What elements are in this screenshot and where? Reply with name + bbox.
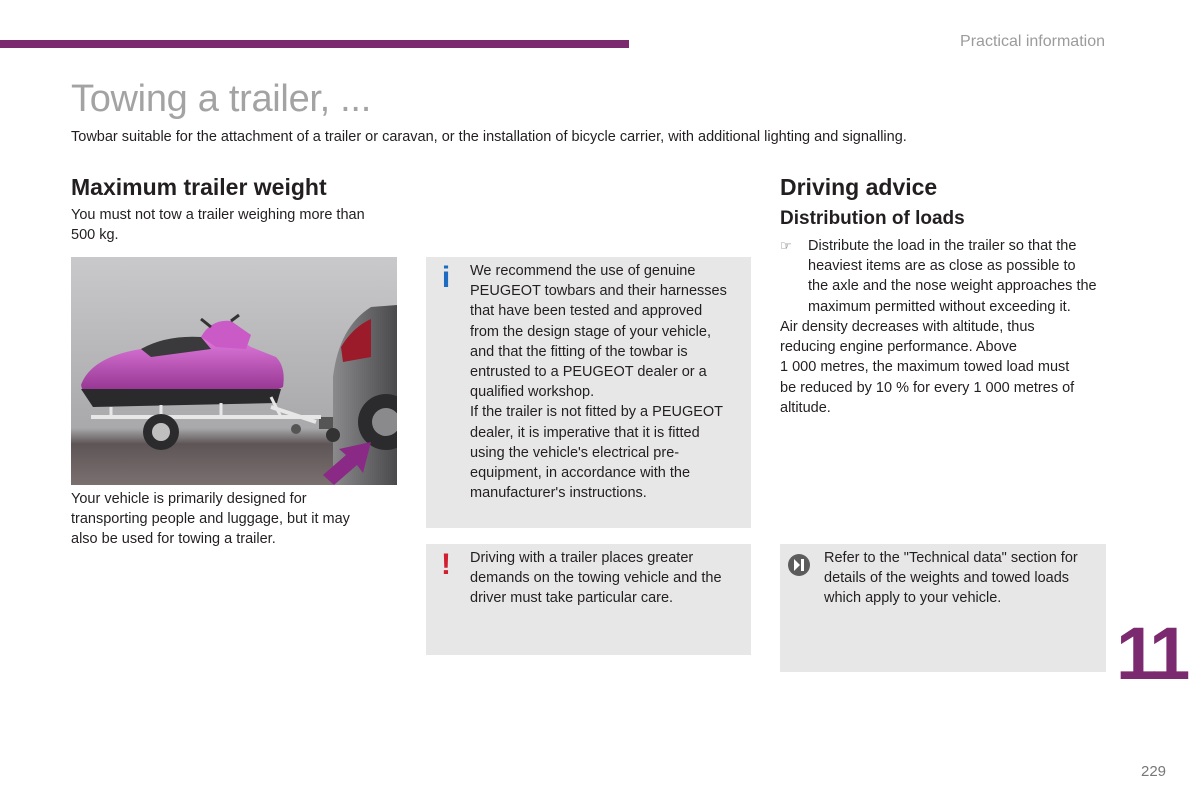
info-note xyxy=(426,257,751,528)
text-line: also be used for towing a trailer. xyxy=(71,531,276,548)
page-title: Towing a trailer, ... xyxy=(71,78,371,120)
reference-note xyxy=(780,544,1106,672)
text-line: be reduced by 10 % for every 1 000 metres of xyxy=(780,379,1075,396)
text-line: Driving with a trailer places greater xyxy=(470,550,694,566)
distribution-heading: Distribution of loads xyxy=(780,208,965,229)
text-line: details of the weights and towed loads xyxy=(824,570,1070,587)
text-line: Your vehicle is primarily designed for xyxy=(71,491,307,507)
text-line: which apply to your vehicle. xyxy=(824,590,1002,607)
page-number: 229 xyxy=(1141,763,1167,780)
altitude-paragraph xyxy=(780,317,1110,418)
text-line: qualified workshop. xyxy=(470,384,595,401)
text-line: maximum permitted without exceeding it. xyxy=(808,298,1071,315)
text-line: from the design stage of your vehicle, xyxy=(470,323,711,340)
text-line: using the vehicle's electrical pre- xyxy=(470,444,680,461)
text-line: You must not tow a trailer weighing more than xyxy=(71,207,365,223)
text-line: If the trailer is not fitted by a PEUGEOT xyxy=(470,404,724,421)
text-line: dealer, it is imperative that it is fitted xyxy=(470,424,700,441)
max-weight-text xyxy=(71,205,401,245)
text-line: that have been tested and approved xyxy=(470,303,703,320)
text-line: Refer to the "Technical data" section for xyxy=(824,550,1078,566)
text-line: reducing engine performance. Above xyxy=(780,339,1017,356)
text-line: heaviest items are as close as possible to xyxy=(808,258,1076,275)
text-line: entrusted to a PEUGEOT dealer or a xyxy=(470,364,707,381)
text-line: equipment, in accordance with the xyxy=(470,465,691,482)
jetski-trailer-image xyxy=(71,257,397,485)
driving-advice-heading: Driving advice xyxy=(780,174,938,200)
text-line: transporting people and luggage, but it may xyxy=(71,511,350,528)
intro-text: Towbar suitable for the attachment of a trailer or caravan, or the installation of bicycle carrier, with additional lighting and signalling. xyxy=(71,129,907,145)
text-line: manufacturer's instructions. xyxy=(470,485,647,502)
text-line: and that the fitting of the towbar is xyxy=(470,343,688,360)
warning-icon: ! xyxy=(441,548,451,581)
bullet-text xyxy=(808,236,1110,317)
chapter-number: 11 xyxy=(1116,612,1187,695)
bullet-hand-icon: ☞ xyxy=(780,238,792,253)
text-line: Distribute the load in the trailer so that the xyxy=(808,238,1077,254)
text-line: the axle and the nose weight approaches the xyxy=(808,278,1097,295)
illustration-caption xyxy=(71,489,401,550)
header-accent-bar xyxy=(0,40,629,48)
text-line: PEUGEOT towbars and their harnesses xyxy=(470,283,727,300)
reference-note-text xyxy=(824,548,1104,609)
text-line: 1 000 metres, the maximum towed load must xyxy=(780,359,1070,376)
text-line: Air density decreases with altitude, thus xyxy=(780,319,1035,335)
warning-note-text xyxy=(470,548,748,609)
trailer-illustration xyxy=(71,257,397,485)
next-page-icon xyxy=(787,553,811,582)
text-line: demands on the towing vehicle and the xyxy=(470,570,722,587)
text-line: altitude. xyxy=(780,399,831,416)
distribution-bullet xyxy=(780,236,1110,317)
text-line: 500 kg. xyxy=(71,227,119,244)
text-line: driver must take particular care. xyxy=(470,590,674,607)
section-label: Practical information xyxy=(960,33,1105,50)
warning-note xyxy=(426,544,751,655)
text-line: We recommend the use of genuine xyxy=(470,263,696,279)
info-note-text xyxy=(470,261,748,503)
info-icon: i xyxy=(441,261,451,294)
max-weight-heading: Maximum trailer weight xyxy=(71,174,327,200)
